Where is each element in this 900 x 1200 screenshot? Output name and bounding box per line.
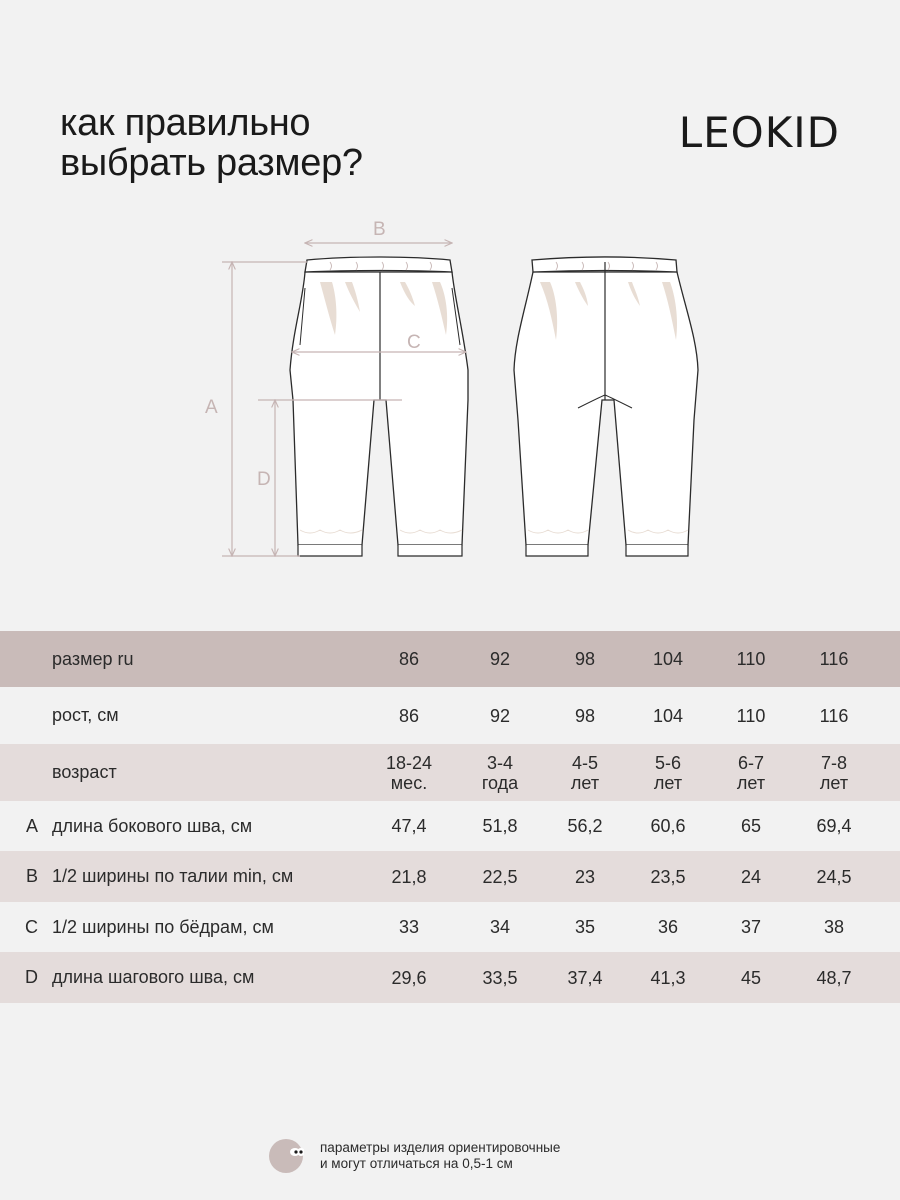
table-row-side-seam xyxy=(0,801,900,851)
table-cell: 29,6 xyxy=(391,967,427,988)
table-cell: 34 xyxy=(489,917,511,937)
table-cell: 22,5 xyxy=(482,866,518,887)
row-label: длина шагового шва, см xyxy=(52,967,255,987)
table-cell: 60,6 xyxy=(650,816,686,836)
row-label: размер ru xyxy=(52,648,134,669)
table-cell: 110 xyxy=(736,705,766,726)
table-cell: 35 xyxy=(574,917,596,937)
table-row-height xyxy=(0,687,900,744)
table-cell: 5-6 лет xyxy=(653,752,683,793)
pants-back-drawing xyxy=(514,257,698,556)
table-cell: 86 xyxy=(398,705,420,726)
table-cell: 24 xyxy=(740,866,762,887)
table-cell: 36 xyxy=(657,917,679,937)
table-row-waist xyxy=(0,851,900,902)
table-cell: 86 xyxy=(398,649,420,669)
table-cell: 21,8 xyxy=(391,866,427,887)
disclaimer-line-2: и могут отличаться на 0,5-1 см xyxy=(320,1156,513,1171)
table-cell: 104 xyxy=(652,649,684,669)
table-cell: 98 xyxy=(574,705,596,726)
table-cell: 47,4 xyxy=(391,816,427,836)
table-cell: 48,7 xyxy=(816,967,852,988)
table-cell: 104 xyxy=(652,705,684,726)
table-cell: 56,2 xyxy=(567,816,603,836)
table-cell: 23,5 xyxy=(650,866,686,887)
page-title xyxy=(60,103,363,183)
table-cell: 24,5 xyxy=(816,866,852,887)
table-cell: 92 xyxy=(489,705,511,726)
table-cell: 4-5 лет xyxy=(570,752,600,793)
table-cell: 38 xyxy=(823,917,845,937)
row-label: длина бокового шва, см xyxy=(52,815,253,836)
table-cell: 33,5 xyxy=(482,967,518,988)
size-chart-table xyxy=(0,631,900,1003)
table-cell: 18-24 мес. xyxy=(385,752,433,793)
row-mark: B xyxy=(25,866,38,886)
row-mark: C xyxy=(25,916,38,937)
table-cell: 6-7 лет xyxy=(736,752,766,793)
row-label: 1/2 ширины по талии min, см xyxy=(52,866,294,886)
pants-front-drawing xyxy=(290,257,468,556)
table-cell: 37,4 xyxy=(567,967,603,988)
title-line-1: как правильно xyxy=(60,102,311,144)
table-cell: 110 xyxy=(736,649,766,669)
title-line-2: выбрать размер? xyxy=(60,142,363,184)
disclaimer-footer xyxy=(268,1138,560,1174)
label-b: B xyxy=(373,219,386,240)
row-mark: A xyxy=(25,815,38,836)
row-label: возраст xyxy=(52,762,117,782)
table-row-inseam xyxy=(0,952,900,1003)
mascot-face-icon xyxy=(268,1138,304,1174)
label-c: C xyxy=(407,332,421,353)
table-cell: 92 xyxy=(489,649,511,669)
pants-diagram xyxy=(0,200,900,600)
disclaimer-text xyxy=(320,1140,560,1172)
table-cell: 3-4 года xyxy=(481,752,519,793)
table-row-hips xyxy=(0,902,900,952)
brand-logo: LEOKID xyxy=(678,108,840,157)
table-cell: 65 xyxy=(740,816,762,836)
row-mark: D xyxy=(25,967,38,987)
table-row-age xyxy=(0,744,900,801)
table-cell: 45 xyxy=(740,967,762,988)
disclaimer-line-1: параметры изделия ориентировочные xyxy=(320,1140,561,1155)
table-cell: 116 xyxy=(819,649,849,669)
table-cell: 51,8 xyxy=(482,816,518,836)
table-cell: 37 xyxy=(740,917,762,937)
table-cell: 41,3 xyxy=(650,967,686,988)
label-d: D xyxy=(257,469,271,490)
table-cell: 69,4 xyxy=(816,816,852,836)
table-cell: 23 xyxy=(574,866,596,887)
table-row-size xyxy=(0,631,900,687)
table-cell: 116 xyxy=(819,705,849,726)
table-cell: 33 xyxy=(398,917,420,937)
table-cell: 98 xyxy=(574,649,596,669)
row-label: рост, см xyxy=(52,705,119,725)
label-a: A xyxy=(205,397,218,418)
table-cell: 7-8 лет xyxy=(819,752,849,793)
row-label: 1/2 ширины по бёдрам, см xyxy=(52,916,274,937)
